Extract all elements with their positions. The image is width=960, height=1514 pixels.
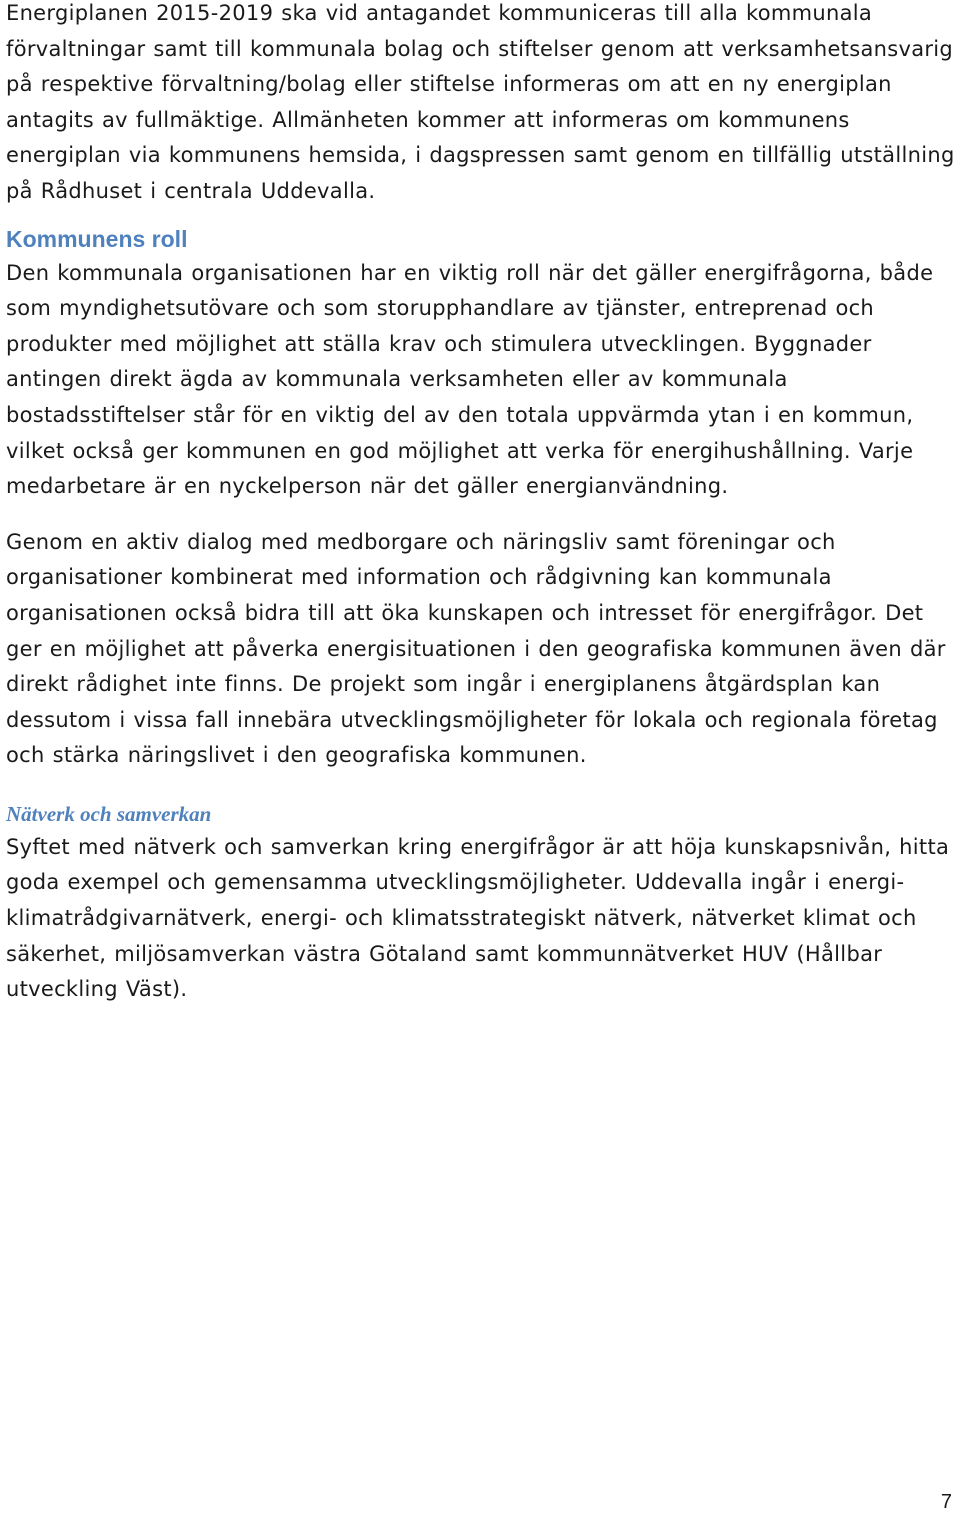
roll-paragraph-2: Genom en aktiv dialog med medborgare och näringsliv samt föreningar och organisationer kombinerat med information och rådgivning kan kommunala organisationen också bidra till att öka kunskapen och intresset för energifrågor. Det ger en möjlighet att påverka energisituationen i den geografiska kommunen även där direkt rådighet inte finns. De projekt som ingår i energiplanens åtgärdsplan kan dessutom i vissa fall innebära utvecklingsmöjligheter för lokala och regionala företag och stärka näringslivet i den geografiska kommunen. — [6, 529, 946, 768]
document-page — [6, 0, 956, 1008]
page-number: 7 — [940, 1491, 952, 1513]
roll-paragraph-1: Den kommunala organisationen har en viktig roll när det gäller energifrågorna, både som myndighetsutövare och som storupphandlare av tjänster, entreprenad och produkter med möjlighet att ställa krav och stimulera utvecklingen. Byggnader antingen direkt ägda av kommunala verksamheten eller av kommunala bostadsstiftelser står för en viktig del av den totala uppvärmda ytan i en kommun, vilket också ger kommunen en god möjlighet att verka för energihushållning. Varje medarbetare är en nyckelperson när det gäller energianvändning. — [6, 260, 934, 499]
natverk-paragraph: Syftet med nätverk och samverkan kring energifrågor är att höja kunskapsnivån, hitta goda exempel och gemensamma utvecklingsmöjligheter. Uddevalla ingår i energi- klimatrådgivarnätverk, energi- och klimatsstrategiskt nätverk, nätverket klimat och säkerhet, miljösamverkan västra Götaland samt kommunnätverket HUV (Hållbar utveckling Väst). — [6, 834, 950, 1002]
section-heading-kommunens-roll: Kommunens roll — [6, 225, 188, 252]
intro-paragraph: Energiplanen 2015-2019 ska vid antagandet kommuniceras till alla kommunala förvaltningar samt till kommunala bolag och stiftelser genom att verksamhetsansvarig på respektive förvaltning/bolag eller stiftelse informeras om att en ny energiplan antagits av fullmäktige. Allmänheten kommer att informeras om kommunens energiplan via kommunens hemsida, i dagspressen samt genom en tillfällig utställning på Rådhuset i centrala Uddevalla. — [6, 1, 955, 203]
subsection-heading-natverk: Nätverk och samverkan — [6, 801, 212, 826]
